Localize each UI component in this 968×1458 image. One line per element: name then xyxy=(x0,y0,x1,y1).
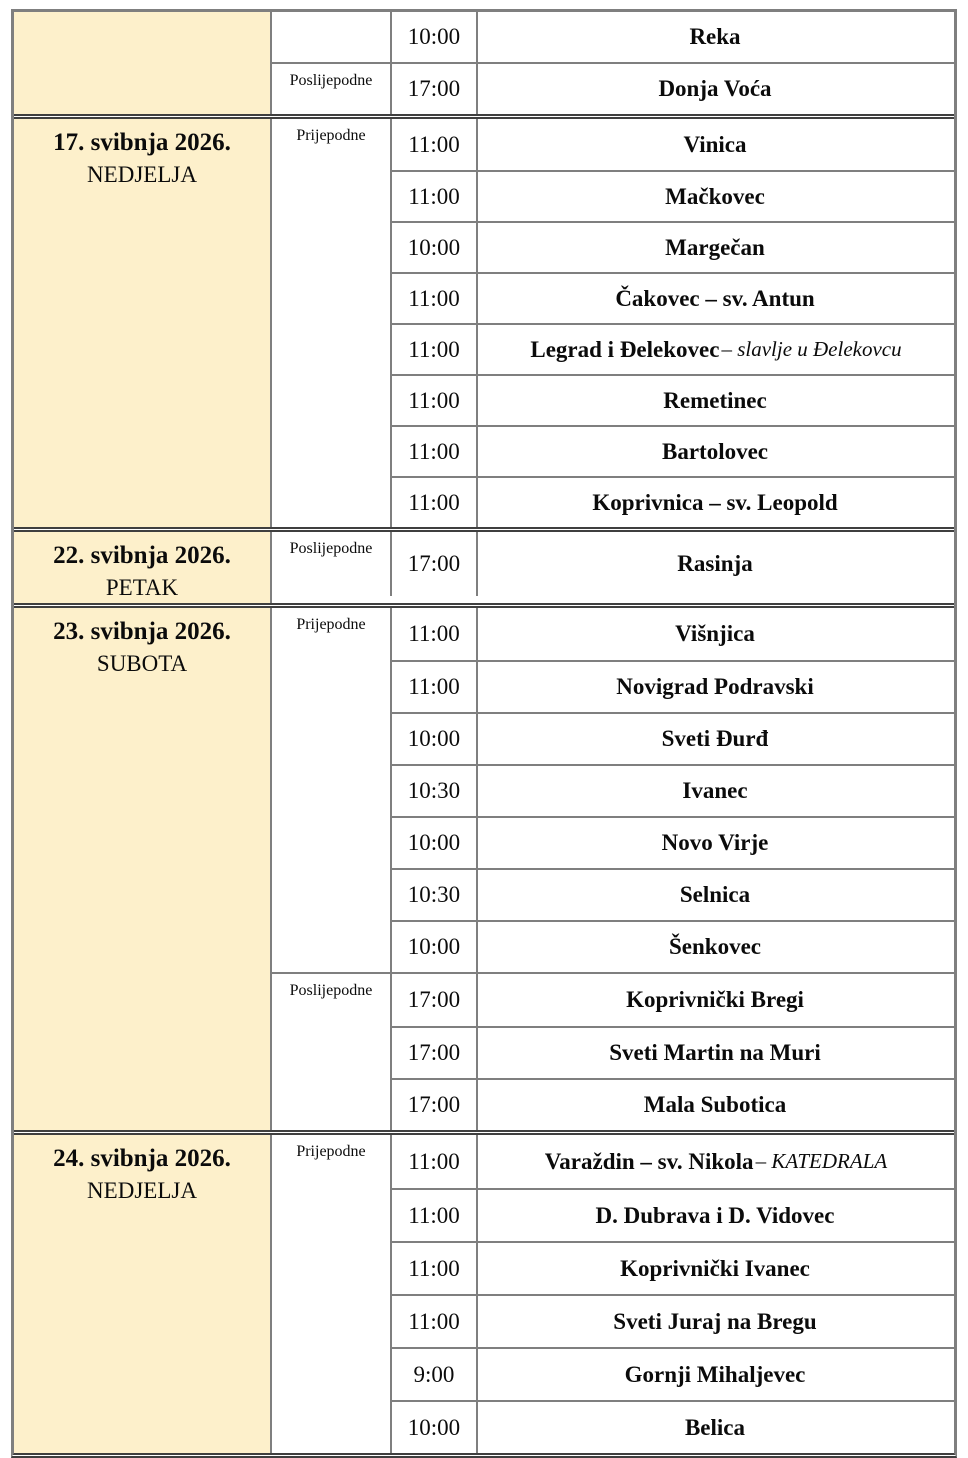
table-row xyxy=(392,119,954,170)
rows xyxy=(392,532,954,596)
period-group xyxy=(272,62,954,114)
schedule-section xyxy=(14,527,954,603)
place-name: Margečan xyxy=(665,234,765,260)
time-cell: 10:00 xyxy=(392,922,478,972)
place-name: Mala Subotica xyxy=(643,1092,787,1117)
place-cell xyxy=(478,427,954,476)
place-cell xyxy=(478,922,954,972)
place-cell xyxy=(478,662,954,712)
place-cell xyxy=(478,1028,954,1078)
table-row xyxy=(392,374,954,425)
period-label: Poslijepodne xyxy=(289,982,373,999)
time-cell: 11:00 xyxy=(392,1243,478,1294)
period-group xyxy=(272,532,954,596)
date-cell xyxy=(14,532,272,603)
place-name: Koprivnički Bregi xyxy=(626,987,804,1012)
period-cell xyxy=(272,119,392,527)
place-name: Rasinja xyxy=(677,551,753,576)
place-name: Vinica xyxy=(683,131,747,157)
period-label: Prijepodne xyxy=(296,1143,366,1160)
place-name: Ivanec xyxy=(682,778,748,803)
place-cell xyxy=(478,1349,954,1400)
date-text: 17. svibnja 2026. xyxy=(53,129,231,156)
table-row xyxy=(392,64,954,114)
table-row xyxy=(392,532,954,596)
place-note: – KATEDRALA xyxy=(755,1149,888,1173)
time-cell: 17:00 xyxy=(392,64,478,114)
time-cell: 10:00 xyxy=(392,818,478,868)
time-cell: 11:00 xyxy=(392,325,478,374)
place-cell xyxy=(478,1190,954,1241)
place-cell xyxy=(478,12,954,62)
time-cell: 10:00 xyxy=(392,223,478,272)
table-row xyxy=(392,608,954,660)
table-row xyxy=(392,221,954,272)
place-name: Gornji Mihaljevec xyxy=(624,1361,806,1387)
date-text: 22. svibnja 2026. xyxy=(53,542,231,569)
period-group xyxy=(272,119,954,527)
period-label: Prijepodne xyxy=(296,616,366,633)
place-name: Mačkovec xyxy=(665,183,765,209)
day-text: NEDJELJA xyxy=(87,1178,197,1203)
place-name: Koprivnički Ivanec xyxy=(620,1255,810,1281)
place-name: Novo Virje xyxy=(661,830,769,855)
period-group xyxy=(272,972,954,1130)
time-cell: 17:00 xyxy=(392,974,478,1026)
table-row xyxy=(392,1078,954,1130)
period-group xyxy=(272,1135,954,1453)
place-name: Sveti Martin na Muri xyxy=(609,1040,821,1065)
place-cell xyxy=(478,1135,954,1188)
table-row xyxy=(392,323,954,374)
rows xyxy=(392,119,954,527)
place-name: Reka xyxy=(689,24,741,49)
time-cell: 10:30 xyxy=(392,870,478,920)
place-name: Remetinec xyxy=(663,387,767,413)
time-cell: 11:00 xyxy=(392,274,478,323)
place-note: – slavlje u Đelekovcu xyxy=(721,337,902,361)
place-cell xyxy=(478,532,954,596)
time-cell: 11:00 xyxy=(392,608,478,660)
table-row xyxy=(392,816,954,868)
schedule-section xyxy=(14,603,954,1130)
date-cell xyxy=(14,608,272,1130)
place-name: Varaždin – sv. Nikola xyxy=(544,1148,754,1174)
period-label: Poslijepodne xyxy=(289,540,373,557)
section-rows xyxy=(272,532,954,603)
place-name: Šenkovec xyxy=(669,934,761,959)
table-row xyxy=(392,1135,954,1188)
time-cell: 11:00 xyxy=(392,376,478,425)
time-cell: 9:00 xyxy=(392,1349,478,1400)
time-cell: 17:00 xyxy=(392,532,478,596)
place-cell xyxy=(478,172,954,221)
place-name: Bartolovec xyxy=(661,438,768,464)
schedule-section xyxy=(14,12,954,114)
time-cell: 11:00 xyxy=(392,172,478,221)
place-cell xyxy=(478,1243,954,1294)
place-cell xyxy=(478,325,954,374)
date-cell xyxy=(14,12,272,114)
day-text: SUBOTA xyxy=(96,651,188,676)
day-text: PETAK xyxy=(105,575,179,600)
place-cell xyxy=(478,1080,954,1130)
table-row xyxy=(392,920,954,972)
table-row xyxy=(392,660,954,712)
place-cell xyxy=(478,1402,954,1453)
section-rows xyxy=(272,119,954,527)
place-cell xyxy=(478,608,954,660)
time-cell: 11:00 xyxy=(392,1135,478,1188)
place-name: Sveti Juraj na Bregu xyxy=(613,1308,817,1334)
period-label: Prijepodne xyxy=(296,127,366,144)
place-name: Selnica xyxy=(679,882,751,907)
section-rows xyxy=(272,608,954,1130)
schedule-table xyxy=(11,9,957,1458)
place-name: Belica xyxy=(684,1414,746,1440)
date-cell xyxy=(14,119,272,527)
table-row xyxy=(392,1294,954,1347)
period-group xyxy=(272,12,954,62)
time-cell: 11:00 xyxy=(392,478,478,527)
time-cell: 17:00 xyxy=(392,1028,478,1078)
period-cell xyxy=(272,12,392,62)
time-cell: 11:00 xyxy=(392,119,478,170)
table-row xyxy=(392,764,954,816)
time-cell: 17:00 xyxy=(392,1080,478,1130)
time-cell: 10:00 xyxy=(392,12,478,62)
place-name: Koprivnica – sv. Leopold xyxy=(592,489,838,515)
period-cell xyxy=(272,974,392,1130)
table-row xyxy=(392,1188,954,1241)
period-group xyxy=(272,608,954,972)
place-cell xyxy=(478,223,954,272)
time-cell: 11:00 xyxy=(392,1190,478,1241)
date-text: 23. svibnja 2026. xyxy=(53,618,231,645)
rows xyxy=(392,1135,954,1453)
rows xyxy=(392,12,954,62)
time-cell: 10:00 xyxy=(392,714,478,764)
time-cell: 10:00 xyxy=(392,1402,478,1453)
place-cell xyxy=(478,478,954,527)
table-row xyxy=(392,1241,954,1294)
table-row xyxy=(392,1347,954,1400)
time-cell: 11:00 xyxy=(392,662,478,712)
period-label: Poslijepodne xyxy=(289,72,373,89)
period-cell xyxy=(272,1135,392,1453)
rows xyxy=(392,608,954,972)
date-text: 24. svibnja 2026. xyxy=(53,1145,231,1172)
place-cell xyxy=(478,376,954,425)
place-name: Legrad i Đelekovec xyxy=(530,336,720,362)
period-cell xyxy=(272,532,392,596)
table-row xyxy=(392,712,954,764)
period-cell xyxy=(272,64,392,114)
period-cell xyxy=(272,608,392,972)
table-row xyxy=(392,868,954,920)
place-cell xyxy=(478,818,954,868)
schedule-section xyxy=(14,1130,954,1453)
place-cell xyxy=(478,64,954,114)
time-cell: 10:30 xyxy=(392,766,478,816)
place-cell xyxy=(478,274,954,323)
place-name: Sveti Đurđ xyxy=(661,726,769,751)
rows xyxy=(392,974,954,1130)
table-row xyxy=(392,272,954,323)
place-cell xyxy=(478,766,954,816)
table-row xyxy=(392,476,954,527)
day-text: NEDJELJA xyxy=(87,162,197,187)
place-cell xyxy=(478,974,954,1026)
place-cell xyxy=(478,870,954,920)
place-name: Čakovec – sv. Antun xyxy=(615,285,815,311)
place-name: D. Dubrava i D. Vidovec xyxy=(595,1202,835,1228)
table-row xyxy=(392,974,954,1026)
place-name: Višnjica xyxy=(675,621,755,646)
table-row xyxy=(392,170,954,221)
date-cell xyxy=(14,1135,272,1453)
table-row xyxy=(392,425,954,476)
place-cell xyxy=(478,714,954,764)
table-row xyxy=(392,1026,954,1078)
section-rows xyxy=(272,12,954,114)
schedule-section xyxy=(14,114,954,527)
table-row xyxy=(392,1400,954,1453)
place-cell xyxy=(478,119,954,170)
section-rows xyxy=(272,1135,954,1453)
place-cell xyxy=(478,1296,954,1347)
time-cell: 11:00 xyxy=(392,427,478,476)
place-name: Novigrad Podravski xyxy=(616,674,814,699)
table-row xyxy=(392,12,954,62)
place-name: Donja Voća xyxy=(658,76,772,101)
rows xyxy=(392,64,954,114)
time-cell: 11:00 xyxy=(392,1296,478,1347)
